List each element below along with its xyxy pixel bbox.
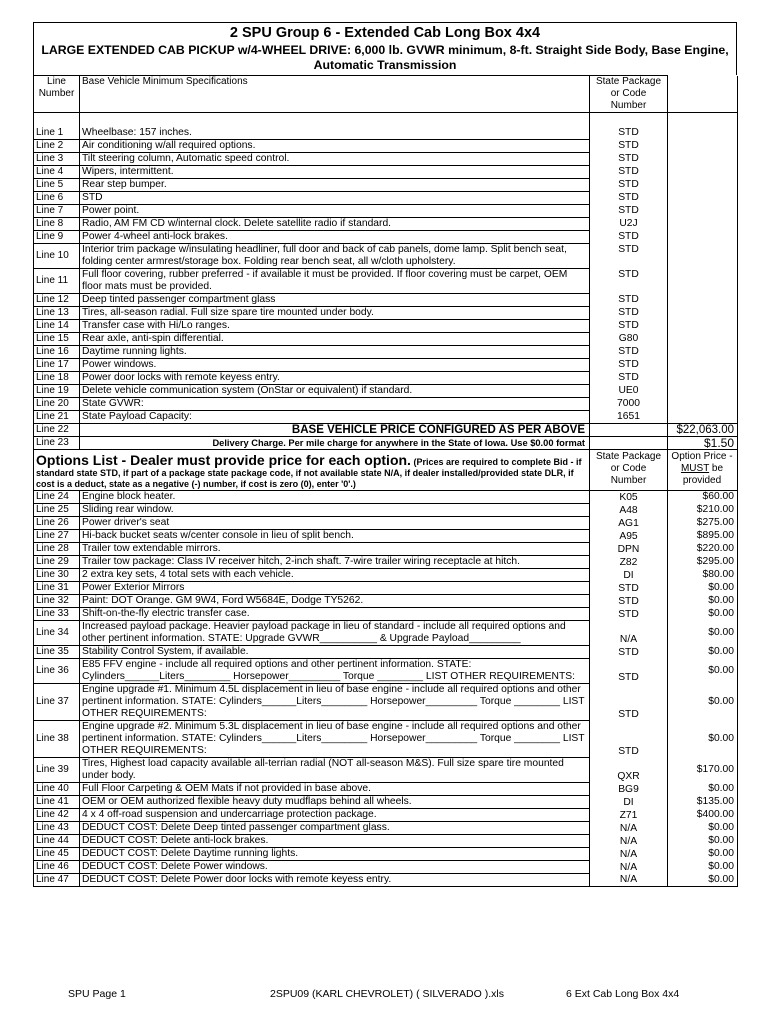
price-cell [668,333,738,346]
price-cell [668,153,738,166]
base-spec-row [34,153,738,166]
line-number: Line 38 [34,721,80,758]
option-code: N/A [590,835,668,848]
option-text: Paint: DOT Orange. GM 9W4, Ford W5684E, Dodge TY5262. [80,595,590,608]
base-price-row [34,424,738,437]
option-row [34,595,738,608]
line-number: Line 34 [34,621,80,646]
option-row [34,491,738,504]
delivery-price: $1.50 [668,437,738,450]
package-code: STD [590,269,668,294]
options-note: (Prices are required to complete Bid - if standard state STD, if part of a package state package code, if not available state N/A, if dealer installed/provided state DLR, if cost is a deduct, state as a negative (-) number, if cost is zero (0), enter '0'.) [36,457,582,489]
line-number: Line 20 [34,398,80,411]
base-price-line: Line 22 [34,424,80,437]
options-title-cell [34,450,590,491]
option-code: STD [590,646,668,659]
option-price: $0.00 [668,721,738,758]
option-code: STD [590,582,668,595]
option-row [34,543,738,556]
option-row [34,504,738,517]
package-code: STD [590,244,668,269]
option-code: A95 [590,530,668,543]
option-code: Z71 [590,809,668,822]
option-text: Engine upgrade #1. Minimum 4.5L displacement in lieu of base engine - include all required options and other pertinent information. STATE: Cylinders______Liters________ Horsepower_________ Torque ________ LIST OTHER REQUIREMENTS: [80,684,590,721]
option-price: $210.00 [668,504,738,517]
spec-table [33,75,738,887]
spec-text: Wipers, intermittent. [80,166,590,179]
base-spec-row [34,359,738,372]
sheet-subtitle: LARGE EXTENDED CAB PICKUP w/4-WHEEL DRIVE: 6,000 lb. GVWR minimum, 8-ft. Straight Side Body, Base Engine, Automatic Transmission [41,43,729,72]
line-number: Line 32 [34,595,80,608]
spec-text: Tilt steering column, Automatic speed control. [80,153,590,166]
option-text: DEDUCT COST: Delete Power windows. [80,861,590,874]
footer-page: SPU Page 1 [68,988,126,1000]
base-spec-row [34,372,738,385]
price-cell [668,269,738,294]
option-price: $0.00 [668,608,738,621]
option-row [34,796,738,809]
option-price: $60.00 [668,491,738,504]
price-cell [668,411,738,424]
base-price-value: $22,063.00 [668,424,738,437]
line-number: Line 37 [34,684,80,721]
option-text: DEDUCT COST: Delete anti-lock brakes. [80,835,590,848]
price-cell [668,307,738,320]
package-code: G80 [590,333,668,346]
line-number: Line 27 [34,530,80,543]
option-price: $135.00 [668,796,738,809]
option-text: Hi-back bucket seats w/center console in lieu of split bench. [80,530,590,543]
option-price: $0.00 [668,595,738,608]
option-code: DI [590,569,668,582]
state-package-header: State Package or Code Number [590,76,668,113]
package-code: 1651 [590,411,668,424]
line-number: Line 47 [34,874,80,887]
base-spec-row [34,166,738,179]
package-code: STD [590,372,668,385]
option-code: N/A [590,848,668,861]
option-text: DEDUCT COST: Delete Daytime running lights. [80,848,590,861]
spec-text: Rear axle, anti-spin differential. [80,333,590,346]
line-number: Line 15 [34,333,80,346]
spec-text: Power door locks with remote keyess entry. [80,372,590,385]
option-code: STD [590,608,668,621]
package-code: UE0 [590,385,668,398]
option-code: N/A [590,621,668,646]
line-number: Line 39 [34,758,80,783]
option-text: Power driver's seat [80,517,590,530]
base-spec-header: Base Vehicle Minimum Specifications [80,76,590,113]
package-code: STD [590,359,668,372]
option-code: N/A [590,822,668,835]
line-number: Line 18 [34,372,80,385]
price-cell [668,244,738,269]
line-number: Line 13 [34,307,80,320]
option-row [34,569,738,582]
line-number: Line 30 [34,569,80,582]
option-price: $0.00 [668,822,738,835]
base-spec-row [34,231,738,244]
base-spec-row [34,398,738,411]
option-row [34,684,738,721]
base-price-label: BASE VEHICLE PRICE CONFIGURED AS PER ABOVE [80,424,590,437]
spacer-row [34,113,738,128]
base-spec-row [34,411,738,424]
sheet-header [33,22,737,75]
line-number: Line 31 [34,582,80,595]
option-text: Engine block heater. [80,491,590,504]
spec-text: STD [80,192,590,205]
spec-text: Power point. [80,205,590,218]
line-number: Line 14 [34,320,80,333]
package-code: STD [590,166,668,179]
line-number: Line 33 [34,608,80,621]
footer-sheet-name: 6 Ext Cab Long Box 4x4 [566,988,680,1000]
line-number: Line 17 [34,359,80,372]
option-price: $0.00 [668,874,738,887]
line-number: Line 45 [34,848,80,861]
line-number: Line 43 [34,822,80,835]
package-code: STD [590,294,668,307]
line-number: Line 19 [34,385,80,398]
price-cell [668,179,738,192]
line-number: Line 41 [34,796,80,809]
package-code: STD [590,127,668,140]
spec-sheet [33,22,737,887]
option-row [34,621,738,646]
option-text: 4 x 4 off-road suspension and undercarriage protection package. [80,809,590,822]
spec-text: Air conditioning w/all required options. [80,140,590,153]
line-number: Line 11 [34,269,80,294]
base-spec-row [34,179,738,192]
option-price: $0.00 [668,684,738,721]
option-row [34,608,738,621]
price-cell [668,166,738,179]
line-number: Line 3 [34,153,80,166]
line-number: Line 21 [34,411,80,424]
base-spec-row [34,140,738,153]
option-row [34,874,738,887]
option-price: $0.00 [668,861,738,874]
option-code: STD [590,659,668,684]
option-row [34,835,738,848]
price-cell [668,294,738,307]
package-code: STD [590,205,668,218]
option-code: DPN [590,543,668,556]
option-price: $170.00 [668,758,738,783]
package-code: 7000 [590,398,668,411]
line-number: Line 1 [34,127,80,140]
spec-text: State GVWR: [80,398,590,411]
package-code: STD [590,307,668,320]
option-text: Shift-on-the-fly electric transfer case. [80,608,590,621]
line-number: Line 42 [34,809,80,822]
option-price: $0.00 [668,659,738,684]
option-price: $295.00 [668,556,738,569]
price-cell [668,320,738,333]
price-cell [668,127,738,140]
option-row [34,646,738,659]
spec-text: Full floor covering, rubber preferred - if available it must be provided. If floor covering must be carpet, OEM floor mats must be provided. [80,269,590,294]
line-number: Line 6 [34,192,80,205]
spec-text: Transfer case with Hi/Lo ranges. [80,320,590,333]
line-number: Line 10 [34,244,80,269]
line-number: Line 16 [34,346,80,359]
package-code: STD [590,346,668,359]
option-text: Tires, Highest load capacity available all-terrian radial (NOT all-season M&S). Full size spare tire mounted under body. [80,758,590,783]
line-number: Line 29 [34,556,80,569]
option-code: STD [590,684,668,721]
package-code: STD [590,231,668,244]
package-code: STD [590,179,668,192]
option-text: Increased payload package. Heavier payload package in lieu of standard - include all required options and other pertinent information. STATE: Upgrade GVWR__________ & Upgrade Payload_________ [80,621,590,646]
line-number: Line 7 [34,205,80,218]
option-price: $275.00 [668,517,738,530]
option-price: $80.00 [668,569,738,582]
options-price-header: Option Price - MUST be provided [668,450,738,491]
delivery-row [34,437,738,450]
price-cell [668,359,738,372]
option-text: 2 extra key sets, 4 total sets with each vehicle. [80,569,590,582]
option-code: K05 [590,491,668,504]
price-cell [668,372,738,385]
price-cell [668,205,738,218]
option-text: DEDUCT COST: Delete Deep tinted passenger compartment glass. [80,822,590,835]
options-header-row [34,450,738,491]
option-text: Full Floor Carpeting & OEM Mats if not provided in base above. [80,783,590,796]
price-cell [668,140,738,153]
spec-text: State Payload Capacity: [80,411,590,424]
package-code: STD [590,320,668,333]
option-text: Stability Control System, if available. [80,646,590,659]
option-text: Engine upgrade #2. Minimum 5.3L displacement in lieu of base engine - include all required options and other pertinent information. STATE: Cylinders______Liters________ Horsepower_________ Torque ________ LIST OTHER REQUIREMENTS: [80,721,590,758]
package-code: STD [590,140,668,153]
option-row [34,530,738,543]
option-price: $0.00 [668,621,738,646]
delivery-line: Line 23 [34,437,80,450]
line-number: Line 25 [34,504,80,517]
line-number: Line 40 [34,783,80,796]
option-row [34,758,738,783]
base-spec-row [34,192,738,205]
option-text: Sliding rear window. [80,504,590,517]
line-number: Line 24 [34,491,80,504]
option-code: N/A [590,874,668,887]
option-text: Trailer tow package: Class IV receiver hitch, 2-inch shaft. 7-wire trailer wiring receptacle at hitch. [80,556,590,569]
spec-text: Wheelbase: 157 inches. [80,127,590,140]
line-number: Line 26 [34,517,80,530]
line-number: Line 12 [34,294,80,307]
option-price: $0.00 [668,848,738,861]
spec-text: Power windows. [80,359,590,372]
line-number: Line 46 [34,861,80,874]
option-text: OEM or OEM authorized flexible heavy duty mudflaps behind all wheels. [80,796,590,809]
spec-text: Daytime running lights. [80,346,590,359]
spec-text: Interior trim package w/insulating headliner, full door and back of cab panels, dome lamp. Split bench seat, folding center armrest/storage box. Folding rear bench seat, all w/cloth upholstery. [80,244,590,269]
line-number: Line 2 [34,140,80,153]
line-number: Line 44 [34,835,80,848]
price-cell [668,385,738,398]
spec-text: Power 4-wheel anti-lock brakes. [80,231,590,244]
option-price: $0.00 [668,646,738,659]
option-row [34,721,738,758]
spec-text: Delete vehicle communication system (OnStar or equivalent) if standard. [80,385,590,398]
option-price: $220.00 [668,543,738,556]
option-price: $0.00 [668,783,738,796]
option-text: Power Exterior Mirrors [80,582,590,595]
base-spec-row [34,205,738,218]
option-row [34,659,738,684]
option-code: STD [590,721,668,758]
option-code: A48 [590,504,668,517]
price-cell [668,192,738,205]
base-spec-row [34,127,738,140]
option-row [34,556,738,569]
option-code: STD [590,595,668,608]
column-header-row [34,76,738,113]
footer-filename: 2SPU09 (KARL CHEVROLET) ( SILVERADO ).xls [270,988,504,1000]
option-row [34,582,738,595]
sheet-title: 2 SPU Group 6 - Extended Cab Long Box 4x4 [229,25,541,41]
option-code: AG1 [590,517,668,530]
option-text: Trailer tow extendable mirrors. [80,543,590,556]
base-spec-row [34,346,738,359]
price-cell [668,346,738,359]
option-code: Z82 [590,556,668,569]
option-row [34,861,738,874]
option-row [34,848,738,861]
spec-text: Tires, all-season radial. Full size spare tire mounted under body. [80,307,590,320]
price-cell [668,231,738,244]
option-row [34,517,738,530]
base-spec-row [34,269,738,294]
price-cell [668,398,738,411]
package-code: U2J [590,218,668,231]
package-code: STD [590,153,668,166]
option-code: DI [590,796,668,809]
package-code: STD [590,192,668,205]
option-code: N/A [590,861,668,874]
base-spec-row [34,294,738,307]
base-spec-row [34,385,738,398]
option-row [34,783,738,796]
option-row [34,809,738,822]
option-price: $0.00 [668,582,738,595]
option-code: BG9 [590,783,668,796]
line-number: Line 9 [34,231,80,244]
options-title: Options List - Dealer must provide price for each option. [36,452,411,468]
option-price: $0.00 [668,835,738,848]
spec-text: Rear step bumper. [80,179,590,192]
line-number: Line 35 [34,646,80,659]
option-price: $895.00 [668,530,738,543]
spec-text: Deep tinted passenger compartment glass [80,294,590,307]
base-spec-row [34,218,738,231]
base-spec-row [34,307,738,320]
line-number: Line 36 [34,659,80,684]
base-spec-row [34,244,738,269]
option-price: $400.00 [668,809,738,822]
delivery-label: Delivery Charge. Per mile charge for anywhere in the State of Iowa. Use $0.00 format [80,437,590,450]
line-number: Line 5 [34,179,80,192]
options-code-header: State Package or Code Number [590,450,668,491]
option-row [34,822,738,835]
line-number-header: Line Number [34,76,80,113]
spec-text: Radio, AM FM CD w/internal clock. Delete satellite radio if standard. [80,218,590,231]
line-number: Line 8 [34,218,80,231]
option-code: QXR [590,758,668,783]
line-number: Line 28 [34,543,80,556]
blank-header-cell [668,76,738,113]
option-text: DEDUCT COST: Delete Power door locks with remote keyess entry. [80,874,590,887]
price-cell [668,218,738,231]
option-text: E85 FFV engine - include all required options and other pertinent information. STATE: Cylinders______Liters________ Horsepower_________ Torque ________ LIST OTHER REQUIREMENTS: [80,659,590,684]
line-number: Line 4 [34,166,80,179]
base-spec-row [34,320,738,333]
base-spec-row [34,333,738,346]
